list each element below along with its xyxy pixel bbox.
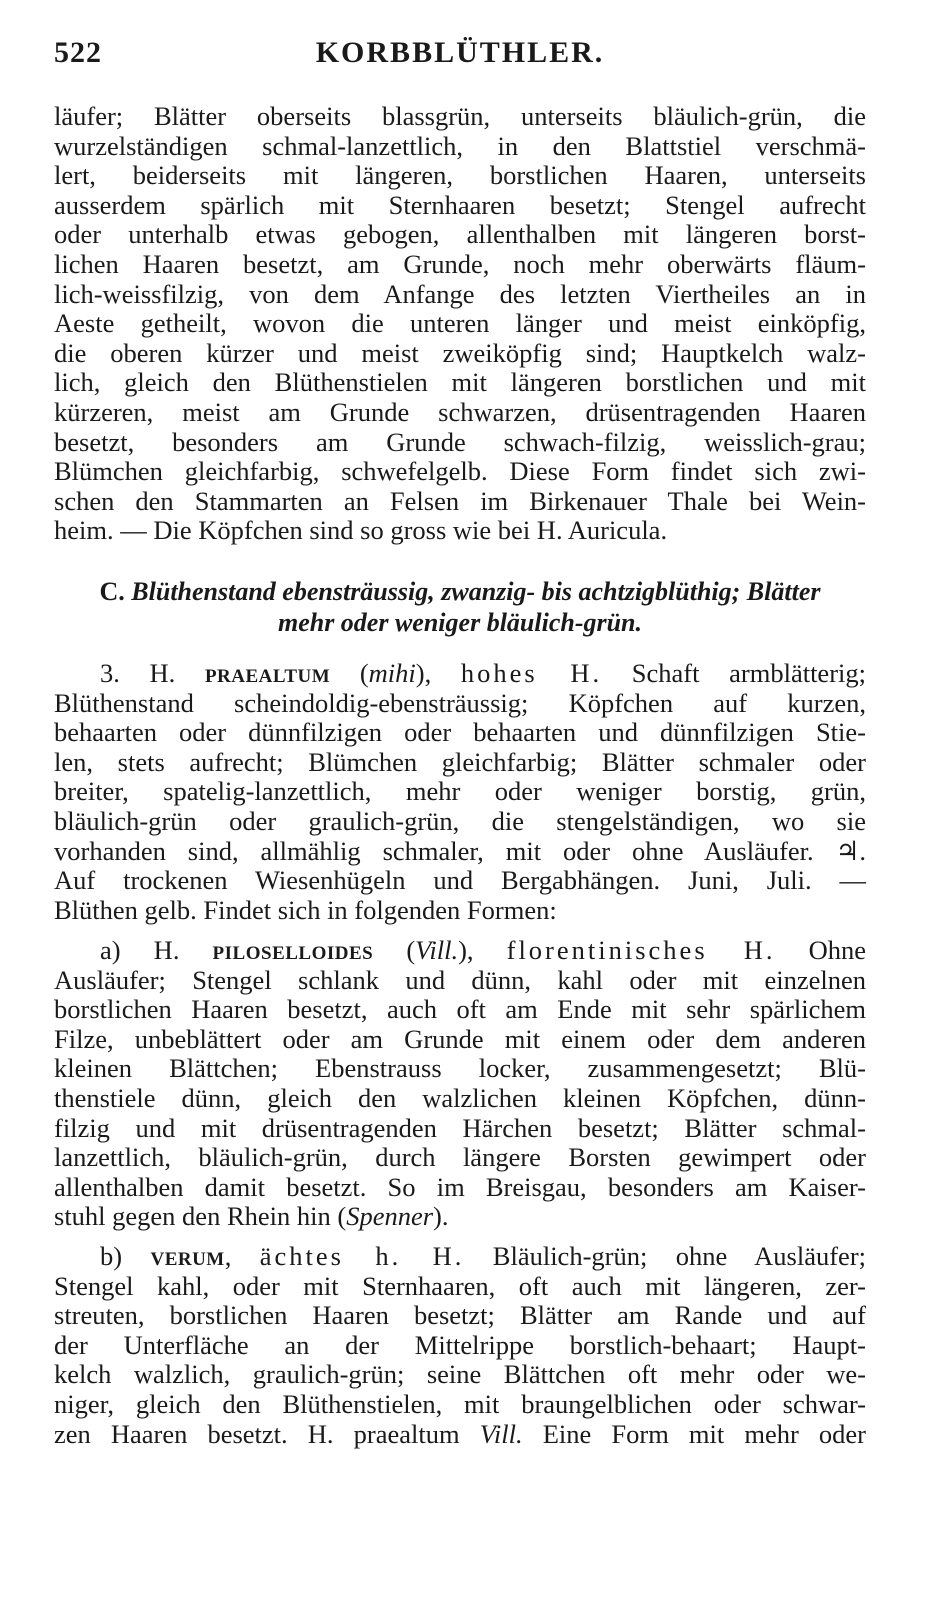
text-line: lichen Haaren besetzt, am Grunde, noch mehr oberwärts fläum- [54,248,866,279]
form-author: Vill. [479,1418,523,1449]
form-label: b) [100,1241,123,1271]
common-name: hohes H. [460,658,603,688]
text-line: bläulich-grün oder graulich-grün, die stengelständigen, wo sie [54,805,866,836]
text-line: thenstiele dünn, gleich den walzlichen kleinen Köpfchen, dünn- [54,1082,866,1113]
text-line: kleinen Blättchen; Ebenstrauss locker, zusammengesetzt; Blü- [54,1053,866,1084]
text-line: wurzelständigen schmal-lanzettlich, in den Blattstiel verschmä- [54,130,866,161]
entry-first-line [54,659,866,689]
section-heading-text: Blüthenstand ebensträussig, zwanzig- bis achtzigblüthig; Blätter [131,577,821,606]
text-line: heim. — Die Köpfchen sind so gross wie bei H. Auricula. [54,515,668,546]
section-heading-line: mehr oder weniger bläulich-grün. [277,608,643,637]
common-name: florentinisches H. [506,935,776,965]
text-line: lanzettlich, bläulich-grün, durch längere Borsten gewimpert oder [54,1142,866,1173]
text-line: Stengel kahl, oder mit Sternhaaren, oft auch mit längeren, zer- [54,1270,866,1301]
entry-text: zen Haaren besetzt. H. praealtum [54,1418,460,1449]
text-line [54,1420,866,1450]
text-line: filzig und mit drüsentragenden Härchen besetzt; Blätter schmal- [54,1112,866,1143]
text-line: kürzeren, meist am Grunde schwarzen, drüsentragenden Haaren [54,396,866,427]
paren: ), [458,935,474,965]
text-line: Auf trockenen Wiesenhügeln und Bergabhängen. Juni, Juli. — [54,865,866,896]
species-name: praealtum [204,658,331,688]
form-entry-a [54,936,866,1232]
text-line [54,1202,866,1232]
form-label: a) H. [100,935,180,965]
running-title: KORBBLÜTHLER. [315,36,605,69]
text-line: borstlichen Haaren besetzt, auch oft am Ende mit sehr spärlichem [54,994,866,1025]
form-author: Vill. [415,935,459,965]
entry-text: stuhl gegen den Rhein hin ( [54,1201,347,1232]
text-line: schen den Stammarten an Felsen im Birkenauer Thale bei Wein- [54,485,866,516]
text-line: allenthalben damit besetzt. So im Breisgau, besonders am Kaiser- [54,1171,866,1202]
entry-text: Ohne [808,935,866,965]
entry-text: ). [433,1201,449,1232]
text-line: ausserdem spärlich mit Sternhaaren besetzt; Stengel aufrecht [54,189,866,220]
text-line: breiter, spatelig-lanzettlich, mehr oder weniger borstig, grün, [54,776,866,807]
text-line: oder unterhalb etwas gebogen, allenthalben mit längeren borst- [54,219,866,250]
paren: ), [415,658,432,688]
entry-text: Bläulich-grün; ohne Ausläufer; [492,1241,867,1271]
section-heading-c [54,576,866,638]
text-line: lert, beiderseits mit längeren, borstlichen Haaren, unterseits [54,160,866,191]
text-line: niger, gleich den Blüthenstielen, mit braungelblichen oder schwar- [54,1388,866,1419]
text-line: Filze, unbeblättert oder am Grunde mit einem oder dem anderen [54,1023,866,1054]
entry-text: Schaft armblätterig; [631,658,866,688]
entry-first-line [54,936,866,966]
species-number: 3. H. [100,658,176,688]
text-line: streuten, borstlichen Haaren besetzt; Blätter am Rande und auf [54,1300,866,1331]
text-line: Aeste getheilt, wovon die unteren länger und meist einköpfig, [54,308,866,339]
paren: ( [406,935,416,965]
text-line: Blüthen gelb. Findet sich in folgenden Formen: [54,894,557,925]
form-name: verum [150,1241,225,1271]
page-header [54,36,866,76]
text-line: die oberen kürzer und meist zweiköpfig sind; Hauptkelch walz- [54,337,866,368]
form-entry-b [54,1242,866,1449]
species-author: mihi [368,658,416,688]
text-line: lich, gleich den Blüthenstielen mit längeren borstlichen und mit [54,367,866,398]
text-line: Blümchen gleichfarbig, schwefelgelb. Diese Form findet sich zwi- [54,456,866,487]
common-name: ächtes h. H. [259,1241,465,1271]
text-line: besetzt, besonders am Grunde schwach-filzig, weisslich-grau; [54,426,866,457]
species-entry-praealtum [54,659,866,925]
text-line: vorhanden sind, allmählig schmaler, mit oder ohne Ausläufer. ♃. [54,835,866,866]
text-line: behaarten oder dünnfilzigen oder behaarten und dünnfilzigen Stie- [54,717,866,748]
text-line: läufer; Blätter oberseits blassgrün, unterseits bläulich-grün, die [54,101,866,131]
text-line: der Unterfläche an der Mittelrippe borstlich-behaart; Haupt- [54,1329,866,1360]
form-author: Spenner [346,1201,434,1232]
text-line: Blüthenstand scheindoldig-ebensträussig; Köpfchen auf kurzen, [54,687,866,718]
section-heading-line [54,576,866,607]
text-line: kelch walzlich, graulich-grün; seine Blättchen oft mehr oder we- [54,1359,866,1390]
section-letter: C. [99,577,125,606]
entry-text: Eine Form mit mehr oder [542,1418,867,1449]
entry-first-line: b) verum, ächtes h. H. Bläulich-grün; ohne Ausläufer; [100,1241,867,1271]
text-line: len, stets aufrecht; Blümchen gleichfarbig; Blätter schmaler oder [54,746,866,777]
text-line: lich-weissfilzig, von dem Anfange des letzten Viertheiles an in [54,278,866,309]
paragraph-continuation [54,102,866,546]
page-number: 522 [54,36,102,69]
paren: ( [359,658,369,688]
text-line: Ausläufer; Stengel schlank und dünn, kahl oder mit einzelnen [54,964,866,995]
form-name: piloselloides [212,935,374,965]
